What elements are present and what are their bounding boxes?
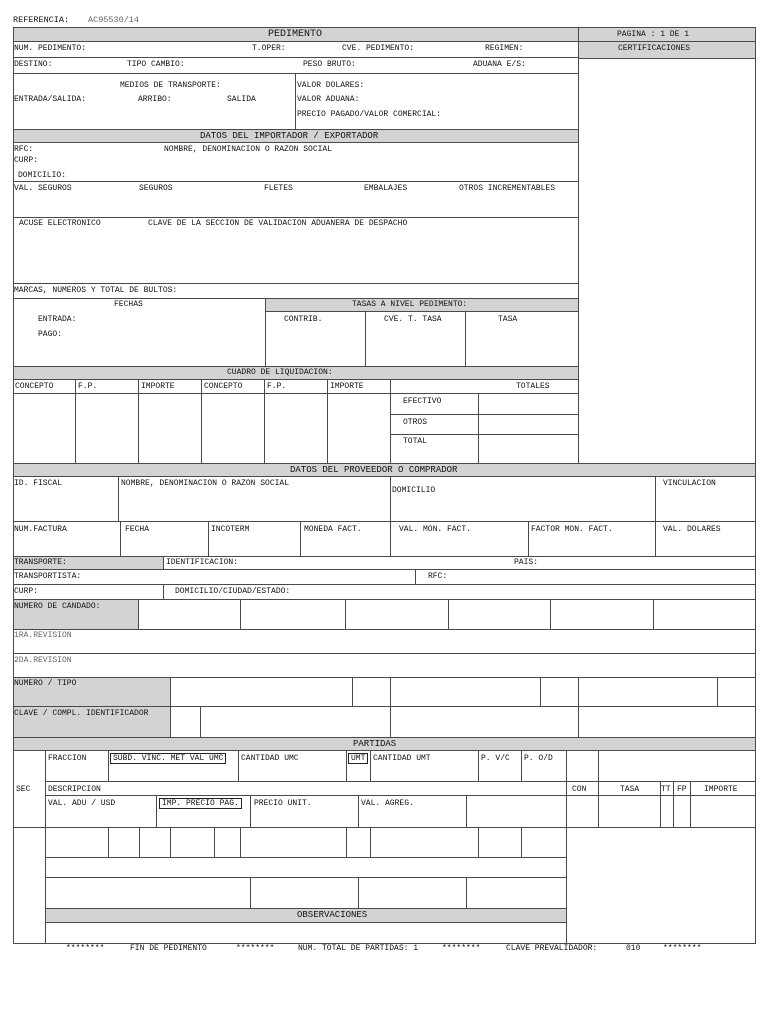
pais-label: PAIS: <box>514 558 539 567</box>
footer-stars-1: ******** <box>66 944 105 953</box>
proveedor-nombre-label: NOMBRE, DENOMINACION O RAZON SOCIAL <box>121 479 290 488</box>
vinculacion-label: VINCULACION <box>663 479 716 488</box>
t-oper-label: T.OPER: <box>252 44 286 53</box>
partida-tasa-label: TASA <box>620 785 640 794</box>
identificacion-label: IDENTIFICACION: <box>166 558 239 567</box>
transportista-rfc-label: RFC: <box>428 572 448 581</box>
liq-total: TOTAL <box>403 437 428 446</box>
footer-stars-4: ******** <box>663 944 702 953</box>
fletes-label: FLETES <box>264 184 293 193</box>
cantidad-umc-label: CANTIDAD UMC <box>241 754 299 763</box>
salida-label: SALIDA <box>227 95 256 104</box>
val-adu-label: VAL. ADU / USD <box>48 799 116 808</box>
moneda-fact-label: MONEDA FACT. <box>304 525 362 534</box>
footer-stars-2: ******** <box>236 944 275 953</box>
fechas-title: FECHAS <box>114 300 143 309</box>
valor-dolares-label: VALOR DOLARES: <box>297 81 365 90</box>
num-total-partidas: NUM. TOTAL DE PARTIDAS: 1 <box>298 944 419 953</box>
referencia-value: AC95530/14 <box>88 15 140 25</box>
revision-1-label: 1RA.REVISION <box>14 631 72 640</box>
transportista-label: TRANSPORTISTA: <box>14 572 82 581</box>
umt-label: UMT <box>348 753 368 764</box>
subd-label: SUBD. VINC. MET VAL UMC <box>110 753 226 764</box>
acuse-electronico-label: ACUSE ELECTRONICO <box>19 219 101 228</box>
certificaciones-label: CERTIFICACIONES <box>618 44 691 53</box>
marcas-label: MARCAS, NUMEROS Y TOTAL DE BULTOS: <box>14 286 178 295</box>
precio-pagado-label: PRECIO PAGADO/VALOR COMERCIAL: <box>297 110 442 119</box>
liq-importe-1: IMPORTE <box>141 382 175 391</box>
fin-pedimento-label: FIN DE PEDIMENTO <box>130 944 207 953</box>
transporte-label: TRANSPORTE: <box>14 558 67 567</box>
candado-label: NUMERO DE CANDADO: <box>14 602 101 611</box>
id-fiscal-label: ID. FISCAL <box>14 479 63 488</box>
liquidacion-title: CUADRO DE LIQUIDACION: <box>227 368 333 377</box>
liq-efectivo: EFECTIVO <box>403 397 442 406</box>
imp-precio-label: IMP. PRECIO PAG. <box>159 798 242 809</box>
footer-stars-3: ******** <box>442 944 481 953</box>
tasa-label: TASA <box>498 315 518 324</box>
referencia-label: REFERENCIA: <box>13 15 70 25</box>
importador-domicilio-label: DOMICILIO: <box>18 171 67 180</box>
descripcion-label: DESCRIPCION <box>48 785 101 794</box>
val-dolares-label: VAL. DOLARES <box>663 525 721 534</box>
destino-label: DESTINO: <box>14 60 53 69</box>
tipo-cambio-label: TIPO CAMBIO: <box>127 60 185 69</box>
proveedor-title: DATOS DEL PROVEEDOR O COMPRADOR <box>290 465 458 475</box>
pagina-indicator: PAGINA : 1 DE 1 <box>617 30 690 39</box>
arribo-label: ARRIBO: <box>138 95 172 104</box>
pvc-label: P. V/C <box>481 754 510 763</box>
entrada-label: ENTRADA: <box>38 315 77 324</box>
contrib-label: CONTRIB. <box>284 315 323 324</box>
partida-importe-label: IMPORTE <box>704 785 738 794</box>
numero-tipo-label: NUMERO / TIPO <box>14 679 77 688</box>
embalajes-label: EMBALAJES <box>364 184 408 193</box>
incoterm-label: INCOTERM <box>211 525 250 534</box>
liq-fp-2: F.P. <box>267 382 287 391</box>
fraccion-label: FRACCION <box>48 754 87 763</box>
liq-concepto-1: CONCEPTO <box>15 382 54 391</box>
liq-concepto-2: CONCEPTO <box>204 382 243 391</box>
clave-prevalidador-value: 010 <box>626 944 641 953</box>
factor-mon-label: FACTOR MON. FACT. <box>531 525 613 534</box>
domicilio-ciudad-label: DOMICILIO/CIUDAD/ESTADO: <box>175 587 291 596</box>
con-label: CON <box>572 785 587 794</box>
precio-unit-label: PRECIO UNIT. <box>254 799 312 808</box>
importador-curp-label: CURP: <box>14 156 39 165</box>
clave-prevalidador-label: CLAVE PREVALIDADOR: <box>506 944 598 953</box>
proveedor-domicilio-label: DOMICILIO <box>392 486 436 495</box>
importador-title: DATOS DEL IMPORTADOR / EXPORTADOR <box>200 131 379 141</box>
partidas-title: PARTIDAS <box>353 739 397 749</box>
fecha-label: FECHA <box>125 525 150 534</box>
importador-nombre-label: NOMBRE, DENOMINACION O RAZON SOCIAL <box>164 145 333 154</box>
seguros-label: SEGUROS <box>139 184 173 193</box>
val-agreg-label: VAL. AGREG. <box>361 799 414 808</box>
num-factura-label: NUM.FACTURA <box>14 525 67 534</box>
liq-otros: OTROS <box>403 418 428 427</box>
importador-rfc-label: RFC: <box>14 145 34 154</box>
cve-t-tasa-label: CVE. T. TASA <box>384 315 442 324</box>
clave-compl-label: CLAVE / COMPL. IDENTIFICADOR <box>14 709 149 718</box>
peso-bruto-label: PESO BRUTO: <box>303 60 356 69</box>
val-mon-fact-label: VAL. MON. FACT. <box>399 525 472 534</box>
liq-fp-1: F.P. <box>78 382 98 391</box>
pago-label: PAGO: <box>38 330 63 339</box>
regimen-label: REGIMEN: <box>485 44 524 53</box>
tasas-title: TASAS A NIVEL PEDIMENTO: <box>352 300 468 309</box>
transportista-curp-label: CURP: <box>14 587 39 596</box>
val-seguros-label: VAL. SEGUROS <box>14 184 72 193</box>
clave-seccion-label: CLAVE DE LA SECCION DE VALIDACION ADUANERA DE DESPACHO <box>148 219 408 228</box>
pod-label: P. O/D <box>524 754 553 763</box>
aduana-label: ADUANA E/S: <box>473 60 526 69</box>
liq-totales: TOTALES <box>516 382 550 391</box>
cve-pedimento-label: CVE. PEDIMENTO: <box>342 44 415 53</box>
cantidad-umt-label: CANTIDAD UMT <box>373 754 431 763</box>
num-pedimento-label: NUM. PEDIMENTO: <box>14 44 87 53</box>
otros-incrementables-label: OTROS INCREMENTABLES <box>459 184 556 193</box>
valor-aduana-label: VALOR ADUANA: <box>297 95 360 104</box>
revision-2-label: 2DA.REVISION <box>14 656 72 665</box>
fp-label: FP <box>677 785 687 794</box>
tt-label: TT <box>661 785 671 794</box>
sec-label: SEC <box>16 785 31 794</box>
entrada-salida-label: ENTRADA/SALIDA: <box>14 95 87 104</box>
form-title: PEDIMENTO <box>268 29 323 40</box>
observaciones-title: OBSERVACIONES <box>297 910 368 920</box>
liq-importe-2: IMPORTE <box>330 382 364 391</box>
medios-transporte-label: MEDIOS DE TRANSPORTE: <box>120 81 221 90</box>
